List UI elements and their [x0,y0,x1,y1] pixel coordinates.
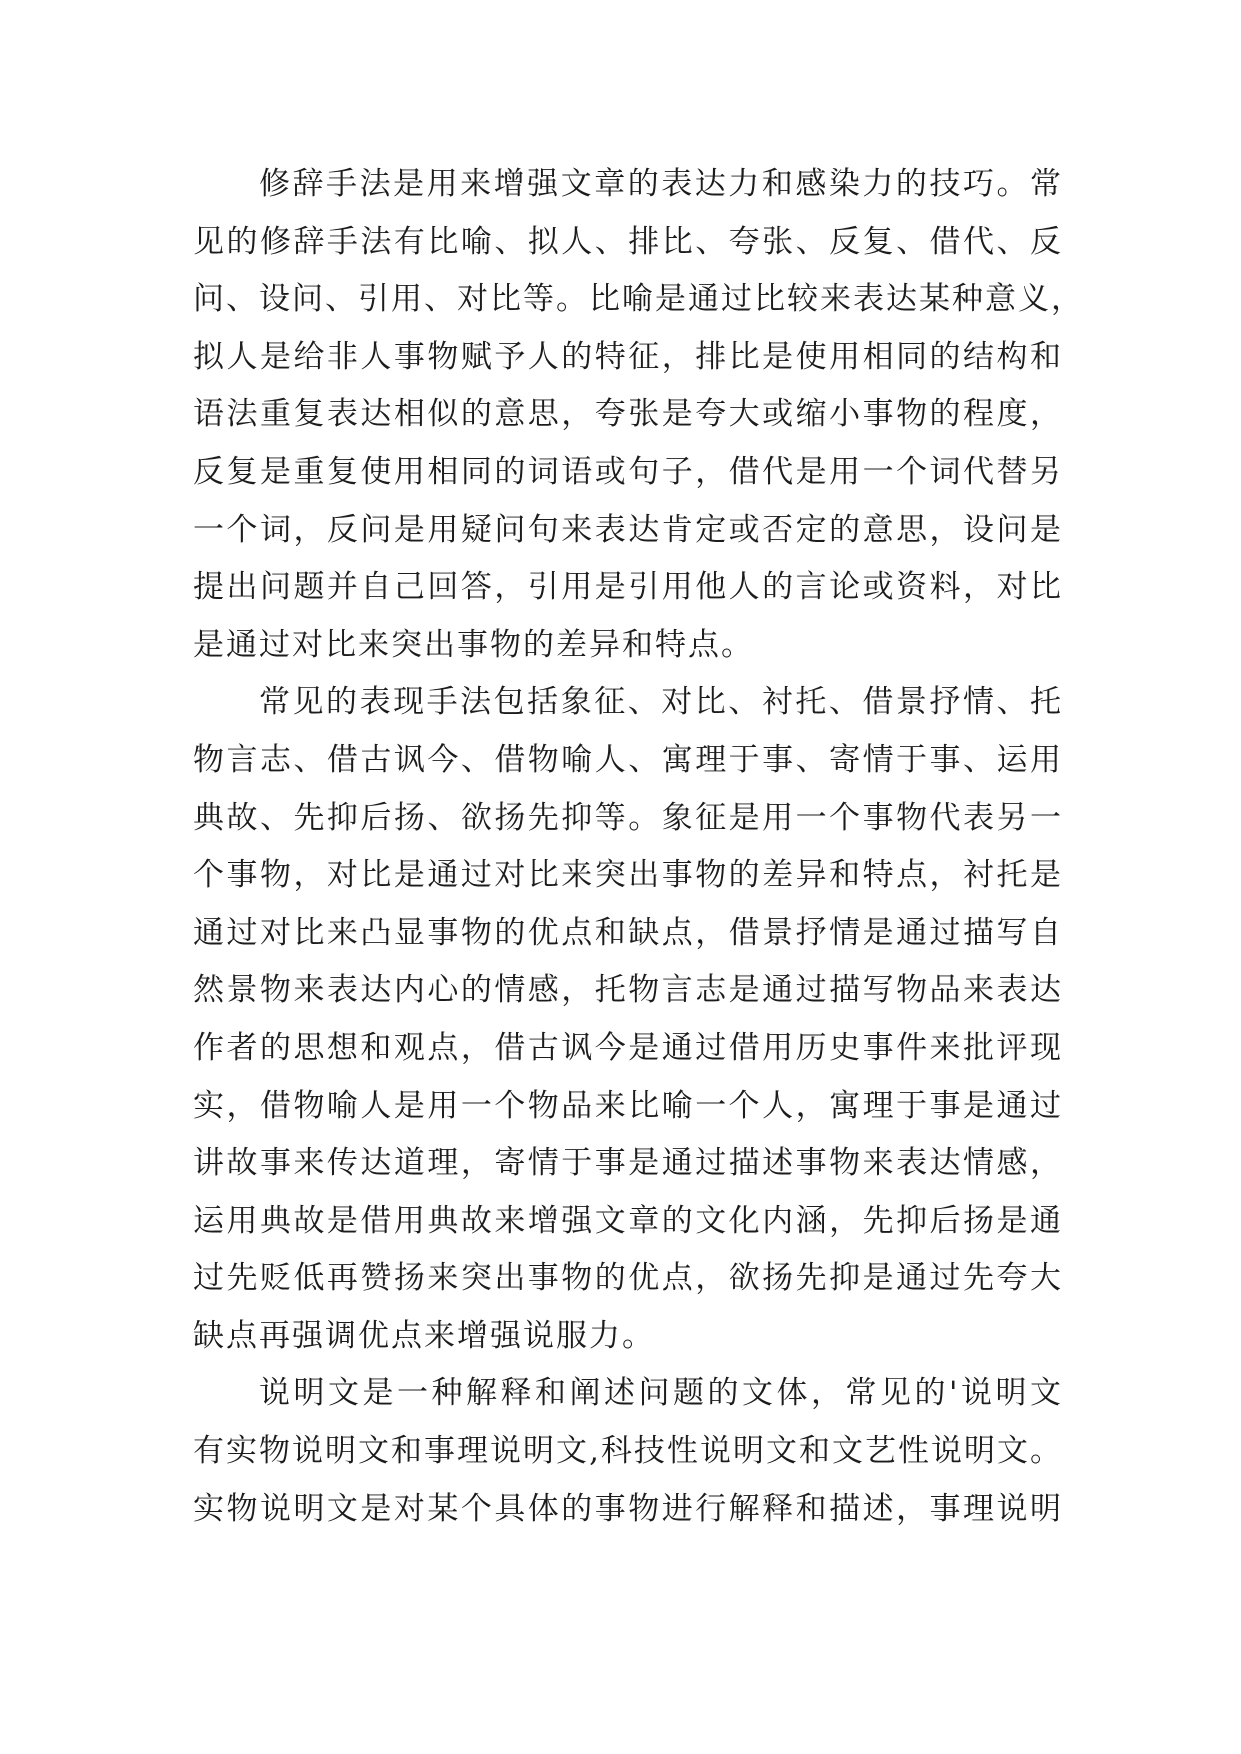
paragraph-expository-writing [193,1365,1063,1538]
text-line: 作者的思想和观点，借古讽今是通过借用历史事件来批评现 [193,1029,1063,1066]
text-line: 拟人是给非人事物赋予人的特征，排比是使用相同的结构和 [193,338,1063,375]
text-line: 实物说明文是对某个具体的事物进行解释和描述，事理说明 [193,1490,1063,1527]
text-line: 实，借物喻人是用一个物品来比喻一个人，寓理于事是通过 [193,1087,1063,1124]
paragraph-rhetoric [193,156,1084,674]
text-line: 缺点再强调优点来增强说服力。 [193,1317,655,1354]
text-line: 有实物说明文和事理说明文,科技性说明文和文艺性说明文。 [193,1433,1063,1470]
text-line: 说明文是一种解释和阐述问题的文体，常见的'说明文 [259,1375,1063,1412]
text-line: 问、设问、引用、对比等。比喻是通过比较来表达某种意义， [193,281,1084,318]
text-line: 是通过对比来突出事物的差异和特点。 [193,626,754,663]
body-text [193,156,1084,1538]
text-line: 反复是重复使用相同的词语或句子，借代是用一个词代替另 [193,453,1063,490]
text-line: 典故、先抑后扬、欲扬先抑等。象征是用一个事物代表另一 [193,799,1063,836]
text-line: 提出问题并自己回答，引用是引用他人的言论或资料，对比 [193,569,1063,606]
text-line: 见的修辞手法有比喻、拟人、排比、夸张、反复、借代、反 [193,223,1063,260]
text-line: 讲故事来传达道理，寄情于事是通过描述事物来表达情感， [193,1145,1063,1182]
paragraph-expression-techniques [193,674,1063,1365]
text-line: 修辞手法是用来增强文章的表达力和感染力的技巧。常 [259,166,1063,202]
text-line: 个事物，对比是通过对比来突出事物的差异和特点，衬托是 [193,857,1063,894]
text-line: 物言志、借古讽今、借物喻人、寓理于事、寄情于事、运用 [193,741,1063,778]
text-line: 然景物来表达内心的情感，托物言志是通过描写物品来表达 [193,972,1063,1009]
text-line: 过先贬低再赞扬来突出事物的优点，欲扬先抑是通过先夸大 [193,1260,1063,1297]
text-line: 语法重复表达相似的意思，夸张是夸大或缩小事物的程度， [193,396,1063,433]
text-line: 常见的表现手法包括象征、对比、衬托、借景抒情、托 [259,684,1063,721]
text-line: 通过对比来凸显事物的优点和缺点，借景抒情是通过描写自 [193,914,1063,951]
text-line: 运用典故是借用典故来增强文章的文化内涵，先抑后扬是通 [193,1202,1063,1239]
text-line: 一个词，反问是用疑问句来表达肯定或否定的意思，设问是 [193,511,1063,548]
